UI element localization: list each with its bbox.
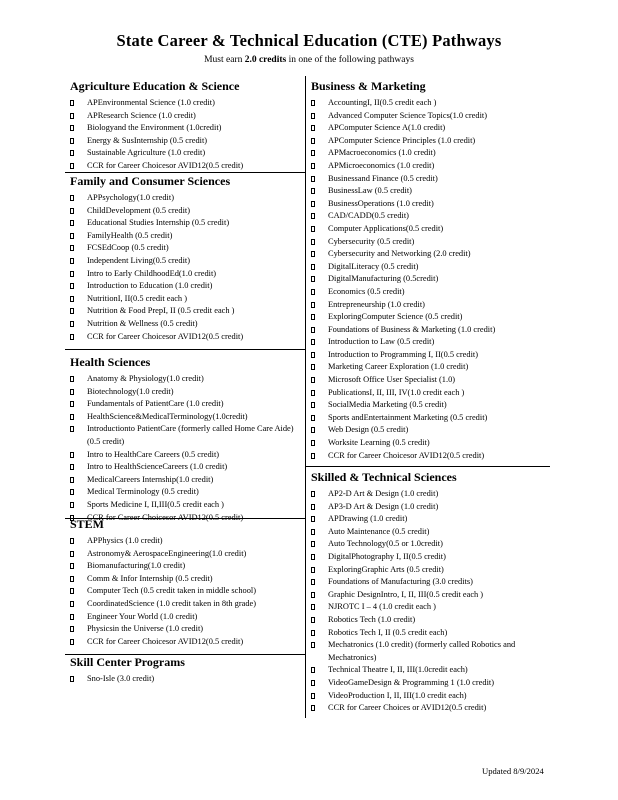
course-label: ChildDevelopment (0.5 credit) xyxy=(87,205,191,215)
checkbox-icon[interactable] xyxy=(311,642,315,648)
checkbox-icon[interactable] xyxy=(70,233,74,239)
course-label: Cybersecurity (0.5 credit) xyxy=(328,236,415,246)
course-label: Robotics Tech (1.0 credit) xyxy=(328,614,416,624)
course-item xyxy=(306,601,550,614)
checkbox-icon[interactable] xyxy=(70,639,74,645)
course-label: Independent Living(0.5 credit) xyxy=(87,255,191,265)
course-label: FCSEdCoop (0.5 credit) xyxy=(87,243,169,253)
course-item xyxy=(306,639,550,664)
checkbox-icon[interactable] xyxy=(311,427,315,433)
checkbox-icon[interactable] xyxy=(70,321,74,327)
course-label: Robotics Tech I, II (0.5 credit each) xyxy=(328,627,448,637)
course-label: Physicsin the Universe (1.0 credit) xyxy=(87,624,204,634)
course-label: VideoGameDesign & Programming 1 (1.0 credit) xyxy=(328,677,495,687)
checkbox-icon[interactable] xyxy=(311,529,315,535)
course-label: NutritionI, II(0.5 credit each ) xyxy=(87,293,187,303)
course-label: DigitalLiteracy (0.5 credit) xyxy=(328,261,419,271)
checkbox-icon[interactable] xyxy=(70,125,74,131)
course-label: CCR for Career Choices or AVID12(0.5 credit) xyxy=(328,703,487,713)
course-label: SocialMedia Marketing (0.5 credit) xyxy=(328,400,447,410)
course-item xyxy=(65,373,305,386)
course-list xyxy=(65,373,305,524)
course-label: AccountingI, II(0.5 credit each ) xyxy=(328,98,437,107)
checkbox-icon[interactable] xyxy=(311,693,315,699)
course-list xyxy=(65,673,305,686)
course-item xyxy=(306,424,550,437)
checkbox-icon[interactable] xyxy=(70,195,74,201)
checkbox-icon[interactable] xyxy=(70,334,74,340)
course-label: Intro to Early ChildhoodEd(1.0 credit) xyxy=(87,268,217,278)
checkbox-icon[interactable] xyxy=(70,614,74,620)
course-item xyxy=(306,576,550,589)
course-label: Mechatronics (1.0 credit) (formerly called Robotics and Mechatronics) xyxy=(328,640,516,662)
course-item xyxy=(65,122,305,135)
course-item xyxy=(65,305,305,318)
course-item xyxy=(65,636,305,649)
section-title: Agriculture Education & Science xyxy=(70,79,240,93)
course-label: Intro to HealthCare Careers (0.5 credit) xyxy=(87,449,220,459)
checkbox-icon[interactable] xyxy=(70,138,74,144)
course-item xyxy=(65,585,305,598)
course-item xyxy=(306,160,550,173)
course-item xyxy=(65,255,305,268)
checkbox-icon[interactable] xyxy=(70,258,74,264)
course-label: AP3-D Art & Design (1.0 credit) xyxy=(328,501,439,511)
checkbox-icon[interactable] xyxy=(311,239,315,245)
course-label: Introduction to Programming I, II(0.5 credit) xyxy=(328,349,479,359)
checkbox-icon[interactable] xyxy=(311,617,315,623)
checkbox-icon[interactable] xyxy=(311,276,315,282)
course-label: AP2-D Art & Design (1.0 credit) xyxy=(328,489,439,498)
course-item xyxy=(306,185,550,198)
course-item xyxy=(65,147,305,160)
course-label: Auto Maintenance (0.5 credit) xyxy=(328,526,430,536)
checkbox-icon[interactable] xyxy=(70,576,74,582)
course-item xyxy=(65,318,305,331)
course-item xyxy=(65,268,305,281)
checkbox-icon[interactable] xyxy=(311,504,315,510)
course-label: APPsychology(1.0 credit) xyxy=(87,193,174,202)
course-label: Fundamentals of PatientCare (1.0 credit) xyxy=(87,399,224,409)
course-item xyxy=(306,702,550,715)
course-item xyxy=(306,198,550,211)
course-label: CCR for Career Choicesor AVID12(0.5 credit) xyxy=(87,160,244,170)
course-label: APComputer Science Principles (1.0 credit) xyxy=(328,135,476,145)
course-label: Economics (0.5 credit) xyxy=(328,286,405,296)
course-label: Comm & Infor Internship (0.5 credit) xyxy=(87,573,213,583)
course-item xyxy=(65,673,305,686)
course-label: Computer Tech (0.5 credit taken in middle school) xyxy=(87,586,257,596)
course-item xyxy=(65,423,305,448)
course-item xyxy=(306,236,550,249)
checkbox-icon[interactable] xyxy=(311,579,315,585)
section-title: Skill Center Programs xyxy=(70,655,185,669)
checkbox-icon[interactable] xyxy=(70,401,74,407)
course-label: ExploringComputer Science (0.5 credit) xyxy=(328,312,463,322)
checkbox-icon[interactable] xyxy=(70,477,74,483)
checkbox-icon[interactable] xyxy=(311,188,315,194)
checkbox-icon[interactable] xyxy=(311,125,315,131)
section-title: Health Sciences xyxy=(70,355,151,369)
course-label: Educational Studies Internship (0.5 credit) xyxy=(87,218,230,228)
course-item xyxy=(306,286,550,299)
course-item xyxy=(65,242,305,255)
checkbox-icon[interactable] xyxy=(311,592,315,598)
checkbox-icon[interactable] xyxy=(311,339,315,345)
course-label: PublicationsI, II, III, IV(1.0 credit each ) xyxy=(328,387,465,397)
section-title: Skilled & Technical Sciences xyxy=(311,470,457,484)
course-item xyxy=(306,324,550,337)
course-item xyxy=(65,560,305,573)
course-label: CCR for Career Choicesor AVID12(0.5 credit) xyxy=(87,331,244,341)
course-item xyxy=(65,280,305,293)
checkbox-icon[interactable] xyxy=(311,377,315,383)
course-item xyxy=(306,311,550,324)
course-label: APComputer Science A(1.0 credit) xyxy=(328,123,446,133)
course-item xyxy=(306,97,550,110)
course-label: Introduction to Education (1.0 credit) xyxy=(87,281,213,291)
course-label: APEnvironmental Science (1.0 credit) xyxy=(87,98,215,107)
course-item xyxy=(65,293,305,306)
checkbox-icon[interactable] xyxy=(311,491,315,497)
checkbox-icon[interactable] xyxy=(70,245,74,251)
checkbox-icon[interactable] xyxy=(70,376,74,382)
course-item xyxy=(65,573,305,586)
subtitle-credits: 2.0 credits xyxy=(244,55,287,65)
checkbox-icon[interactable] xyxy=(70,551,74,557)
course-item xyxy=(65,160,305,173)
course-list xyxy=(306,97,550,462)
checkbox-icon[interactable] xyxy=(311,364,315,370)
course-label: Foundations of Manufacturing (3.0 credits) xyxy=(328,577,473,587)
checkbox-icon[interactable] xyxy=(311,390,315,396)
section-agriculture xyxy=(65,78,305,173)
course-label: Auto Technology(0.5 or 1.0credit) xyxy=(328,539,443,549)
checkbox-icon[interactable] xyxy=(311,630,315,636)
course-item xyxy=(306,526,550,539)
course-label: Energy & SusInternship (0.5 credit) xyxy=(87,135,208,145)
checkbox-icon[interactable] xyxy=(311,415,315,421)
course-label: Sports Medicine I, II,III(0.5 credit each ) xyxy=(87,499,224,509)
checkbox-icon[interactable] xyxy=(311,453,315,459)
course-item xyxy=(306,564,550,577)
course-item xyxy=(306,361,550,374)
course-label: CoordinatedScience (1.0 credit taken in 8th grade) xyxy=(87,598,257,608)
checkbox-icon[interactable] xyxy=(70,150,74,156)
course-label: Anatomy & Physiology(1.0 credit) xyxy=(87,374,204,383)
course-item xyxy=(65,474,305,487)
checkbox-icon[interactable] xyxy=(70,296,74,302)
checkbox-icon[interactable] xyxy=(311,352,315,358)
checkbox-icon[interactable] xyxy=(311,667,315,673)
course-label: CCR for Career Choicesor AVID12(0.5 credit) xyxy=(328,450,485,460)
course-item xyxy=(65,386,305,399)
course-item xyxy=(306,450,550,463)
course-label: BusinessLaw (0.5 credit) xyxy=(328,186,412,196)
checkbox-icon[interactable] xyxy=(311,226,315,232)
course-label: Sports andEntertainment Marketing (0.5 credit) xyxy=(328,412,488,422)
course-item xyxy=(306,614,550,627)
section-health-sciences xyxy=(65,354,305,522)
course-item xyxy=(306,690,550,703)
course-label: Nutrition & Food PrepI, II (0.5 credit each ) xyxy=(87,306,235,316)
course-label: NJROTC I – 4 (1.0 credit each ) xyxy=(328,602,436,612)
course-item xyxy=(306,122,550,135)
course-item xyxy=(306,399,550,412)
course-label: VideoProduction I, II, III(1.0 credit each) xyxy=(328,690,467,700)
checkbox-icon[interactable] xyxy=(70,113,74,119)
checkbox-icon[interactable] xyxy=(70,563,74,569)
course-item xyxy=(306,501,550,514)
course-label: APResearch Science (1.0 credit) xyxy=(87,110,196,120)
checkbox-icon[interactable] xyxy=(311,327,315,333)
course-item xyxy=(65,135,305,148)
course-item xyxy=(65,611,305,624)
course-item xyxy=(65,486,305,499)
checkbox-icon[interactable] xyxy=(311,604,315,610)
course-item xyxy=(306,627,550,640)
checkbox-icon[interactable] xyxy=(311,113,315,119)
course-label: DigitalPhotography I, II(0.5 credit) xyxy=(328,551,446,561)
course-label: Microsoft Office User Specialist (1.0) xyxy=(328,375,456,385)
course-item xyxy=(306,135,550,148)
checkbox-icon[interactable] xyxy=(70,208,74,214)
course-label: Sno-Isle (3.0 credit) xyxy=(87,674,155,683)
checkbox-icon[interactable] xyxy=(311,251,315,257)
course-label: Introduction to Law (0.5 credit) xyxy=(328,337,435,347)
course-item xyxy=(306,664,550,677)
course-label: Biotechnology(1.0 credit) xyxy=(87,386,174,396)
course-label: Businessand Finance (0.5 credit) xyxy=(328,173,438,183)
checkbox-icon[interactable] xyxy=(70,426,74,432)
course-label: Cybersecurity and Networking (2.0 credit) xyxy=(328,249,471,259)
course-item xyxy=(306,677,550,690)
course-label: APMicroeconomics (1.0 credit) xyxy=(328,160,435,170)
checkbox-icon[interactable] xyxy=(311,100,315,106)
course-label: Sustainable Agriculture (1.0 credit) xyxy=(87,148,206,158)
course-label: Nutrition & Wellness (0.5 credit) xyxy=(87,318,198,328)
course-label: Marketing Career Exploration (1.0 credit) xyxy=(328,362,469,372)
checkbox-icon[interactable] xyxy=(70,676,74,682)
section-business-marketing xyxy=(306,78,550,462)
course-label: DigitalManufacturing (0.5credit) xyxy=(328,274,439,284)
course-list xyxy=(65,192,305,343)
course-label: CAD/CADD(0.5 credit) xyxy=(328,211,409,221)
checkbox-icon[interactable] xyxy=(70,588,74,594)
checkbox-icon[interactable] xyxy=(311,680,315,686)
checkbox-icon[interactable] xyxy=(311,264,315,270)
course-label: Web Design (0.5 credit) xyxy=(328,425,409,435)
course-item xyxy=(65,411,305,424)
course-item xyxy=(306,488,550,501)
course-label: BusinessOperations (1.0 credit) xyxy=(328,198,434,208)
course-item xyxy=(306,261,550,274)
subtitle-suffix: in one of the following pathways xyxy=(286,55,414,65)
course-label: Introductionto PatientCare (formerly called Home Care Aide)(0.5 credit) xyxy=(87,424,294,446)
course-item xyxy=(65,461,305,474)
course-item xyxy=(65,623,305,636)
course-label: Biologyand the Environment (1.0credit) xyxy=(87,123,222,133)
course-item xyxy=(65,205,305,218)
right-column xyxy=(305,76,550,718)
checkbox-icon[interactable] xyxy=(70,414,74,420)
checkbox-icon[interactable] xyxy=(311,554,315,560)
checkbox-icon[interactable] xyxy=(311,176,315,182)
course-list xyxy=(65,535,305,648)
checkbox-icon[interactable] xyxy=(70,489,74,495)
course-label: Advanced Computer Science Topics(1.0 credit) xyxy=(328,110,488,120)
course-item xyxy=(306,299,550,312)
checkbox-icon[interactable] xyxy=(311,314,315,320)
course-item xyxy=(65,217,305,230)
course-item xyxy=(306,412,550,425)
course-label: ExploringGraphic Arts (0.5 credit) xyxy=(328,564,444,574)
checkbox-icon[interactable] xyxy=(70,502,74,508)
course-item xyxy=(306,437,550,450)
section-skill-center xyxy=(65,654,305,714)
course-item xyxy=(306,513,550,526)
checkbox-icon[interactable] xyxy=(70,538,74,544)
course-label: Astronomy& AerospaceEngineering(1.0 credit) xyxy=(87,548,247,558)
checkbox-icon[interactable] xyxy=(70,452,74,458)
checkbox-icon[interactable] xyxy=(311,201,315,207)
course-item xyxy=(65,331,305,344)
course-item xyxy=(65,192,305,205)
course-label: CCR for Career Choicesor AVID12(0.5 credit) xyxy=(87,512,244,522)
checkbox-icon[interactable] xyxy=(70,389,74,395)
section-stem xyxy=(65,516,305,655)
course-item xyxy=(65,230,305,243)
checkbox-icon[interactable] xyxy=(311,541,315,547)
checkbox-icon[interactable] xyxy=(311,302,315,308)
course-label: Technical Theatre I, II, III(1.0credit each) xyxy=(328,665,468,675)
updated-date: Updated 8/9/2024 xyxy=(482,766,544,776)
subtitle-prefix: Must earn xyxy=(204,55,245,65)
checkbox-icon[interactable] xyxy=(70,271,74,277)
checkbox-icon[interactable] xyxy=(311,138,315,144)
checkbox-icon[interactable] xyxy=(311,567,315,573)
course-item xyxy=(306,589,550,602)
course-label: Biomanufacturing(1.0 credit) xyxy=(87,561,186,571)
course-item xyxy=(306,210,550,223)
section-title: Business & Marketing xyxy=(311,79,426,93)
course-label: APPhysics (1.0 credit) xyxy=(87,536,163,545)
checkbox-icon[interactable] xyxy=(70,626,74,632)
course-label: Worksite Learning (0.5 credit) xyxy=(328,438,430,448)
page-subtitle xyxy=(0,55,618,65)
course-label: Computer Applications(0.5 credit) xyxy=(328,223,444,233)
course-item xyxy=(306,349,550,362)
course-label: FamilyHealth (0.5 credit) xyxy=(87,230,173,240)
page-title: State Career & Technical Education (CTE) Pathways xyxy=(116,31,502,50)
course-item xyxy=(306,248,550,261)
course-item xyxy=(306,223,550,236)
checkbox-icon[interactable] xyxy=(311,440,315,446)
course-item xyxy=(65,548,305,561)
checkbox-icon[interactable] xyxy=(70,601,74,607)
course-item xyxy=(65,97,305,110)
checkbox-icon[interactable] xyxy=(311,705,315,711)
course-label: APMacroeconomics (1.0 credit) xyxy=(328,148,436,158)
course-label: APDrawing (1.0 credit) xyxy=(328,514,408,524)
course-label: MedicalCareers Internship(1.0 credit) xyxy=(87,474,214,484)
checkbox-icon[interactable] xyxy=(311,289,315,295)
course-item xyxy=(65,598,305,611)
course-label: Entrepreneurship (1.0 credit) xyxy=(328,299,425,309)
section-skilled-technical xyxy=(306,466,550,715)
checkbox-icon[interactable] xyxy=(311,402,315,408)
checkbox-icon[interactable] xyxy=(70,283,74,289)
course-label: Foundations of Business & Marketing (1.0 credit) xyxy=(328,324,496,334)
course-label: Medical Terminology (0.5 credit) xyxy=(87,487,199,497)
course-label: Graphic DesignIntro, I, II, III(0.5 credit each ) xyxy=(328,589,484,599)
course-label: Intro to HealthScienceCareers (1.0 credit) xyxy=(87,462,228,472)
checkbox-icon[interactable] xyxy=(311,516,315,522)
checkbox-icon[interactable] xyxy=(70,464,74,470)
course-label: Engineer Your World (1.0 credit) xyxy=(87,611,198,621)
course-item xyxy=(306,173,550,186)
checkbox-icon[interactable] xyxy=(70,100,74,106)
course-item xyxy=(306,110,550,123)
course-item xyxy=(306,147,550,160)
course-list xyxy=(306,488,550,715)
course-label: CCR for Career Choicesor AVID12(0.5 credit) xyxy=(87,636,244,646)
section-family-consumer xyxy=(65,173,305,350)
section-title: Family and Consumer Sciences xyxy=(70,174,231,188)
course-item xyxy=(65,449,305,462)
course-item xyxy=(306,336,550,349)
course-item xyxy=(306,273,550,286)
course-item xyxy=(65,110,305,123)
checkbox-icon[interactable] xyxy=(70,308,74,314)
course-item xyxy=(306,374,550,387)
checkbox-icon[interactable] xyxy=(70,163,74,169)
checkbox-icon[interactable] xyxy=(311,163,315,169)
checkbox-icon[interactable] xyxy=(311,150,315,156)
section-title: STEM xyxy=(70,517,105,531)
course-item xyxy=(65,499,305,512)
course-item xyxy=(306,538,550,551)
course-item xyxy=(65,398,305,411)
checkbox-icon[interactable] xyxy=(311,213,315,219)
course-label: HealthScience&MedicalTerminology(1.0credit) xyxy=(87,411,248,421)
course-item xyxy=(306,387,550,400)
course-item xyxy=(306,551,550,564)
checkbox-icon[interactable] xyxy=(70,220,74,226)
course-list xyxy=(65,97,305,173)
course-item xyxy=(65,535,305,548)
